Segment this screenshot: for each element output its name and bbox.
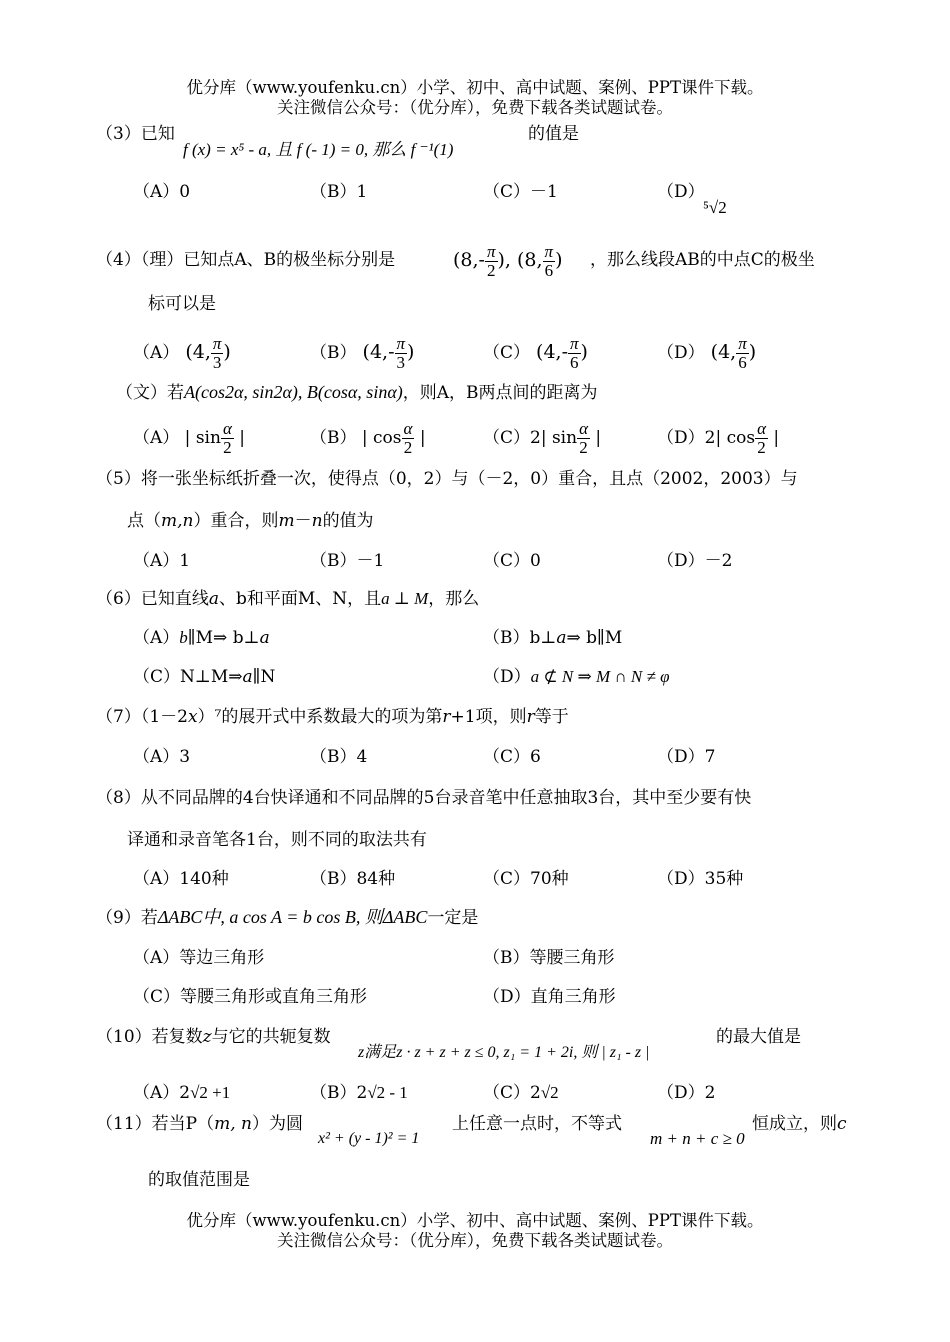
q9-option-b: （B）等腰三角形 <box>483 948 615 968</box>
q10-stem: （10）若复数z与它的共轭复数 <box>96 1027 331 1047</box>
q10-option-c: （C）2√2 <box>483 1083 559 1103</box>
header-line-1: 优分库（www.youfenku.cn）小学、初中、高中试题、案例、PPT课件下载。 <box>186 78 764 97</box>
q4-wen-option-c: （C）2| sin $\frac{\alpha}{2}$ | <box>483 419 602 457</box>
q4-option-a: （A） (4, $\frac{\pi}{3}$ ) <box>133 334 231 372</box>
q5-stem: （5）将一张坐标纸折叠一次，使得点（0，2）与（－2，0）重合，且点（2002，2003）与 <box>96 469 798 489</box>
q8-stem-line2: 译通和录音笔各1台，则不同的取法共有 <box>127 830 427 850</box>
footer-line-2: 关注微信公众号：（优分库），免费下载各类试题试卷。 <box>277 1231 673 1250</box>
q9-stem: （9）若ΔABC中, a cos A = b cos B, 则ΔABC一定是 <box>96 907 479 928</box>
q8-option-c: （C）70种 <box>483 869 569 889</box>
q6-option-b: （B）b⊥a⇒ b∥M <box>483 628 623 648</box>
q4-wen-option-b: （B） | cos $\frac{\alpha}{2}$ | <box>310 419 426 457</box>
q4-stem: （4）（理）已知点A、B的极坐标分别是 <box>96 250 396 270</box>
q11-circle: x² + (y - 1)² = 1 <box>318 1130 420 1147</box>
q9-option-a: （A）等边三角形 <box>133 948 265 968</box>
q4-suffix: ，那么线段AB的中点C的极坐 <box>590 250 815 270</box>
q10-option-a: （A）2√2 +1 <box>133 1083 231 1103</box>
q8-option-b: （B）84种 <box>310 869 396 889</box>
q6-stem: （6）已知直线a、b和平面M、N，且a ⊥ M，那么 <box>96 589 480 609</box>
q3-math: f (x) = x⁵ - a, 且 f (- 1) = 0, 那么 f ⁻¹(1) <box>183 140 454 159</box>
q4-option-c: （C） (4,- $\frac{\pi}{6}$ ) <box>483 334 588 372</box>
q6-option-d: （D）a ⊄ N ⇒ M ∩ N ≠ φ <box>483 667 670 687</box>
q4-wen-option-d: （D）2| cos $\frac{\alpha}{2}$ | <box>657 419 780 457</box>
q5-option-b: （B）－1 <box>310 551 385 571</box>
q3-option-c: （C）－1 <box>483 182 558 202</box>
footer-line-1: 优分库（www.youfenku.cn）小学、初中、高中试题、案例、PPT课件下载。 <box>186 1211 764 1230</box>
q3-option-d: （D） <box>657 182 705 202</box>
q4-wen-stem: （文）若A(cos2α, sin2α), B(cosα, sinα)，则A，B两点间的距离为 <box>116 382 598 403</box>
q5-stem-line2: 点（m,n）重合，则m－n的值为 <box>127 511 374 531</box>
q3-stem: （3）已知 <box>96 124 175 144</box>
q5-option-d: （D）－2 <box>657 551 733 571</box>
q7-stem: （7）（1－2x）⁷的展开式中系数最大的项为第r+1项，则r等于 <box>96 707 569 727</box>
q11-stem-line2: 的取值范围是 <box>148 1170 250 1190</box>
q11-mid: 上任意一点时，不等式 <box>452 1114 622 1134</box>
q5-option-c: （C）0 <box>483 551 541 571</box>
q5-option-a: （A）1 <box>133 551 191 571</box>
q7-option-d: （D）7 <box>657 747 716 767</box>
q4-stem-line2: 标可以是 <box>148 294 216 314</box>
q8-stem: （8）从不同品牌的4台快译通和不同品牌的5台录音笔中任意抽取3台，其中至少要有快 <box>96 788 752 808</box>
q10-option-b: （B）2√2 - 1 <box>310 1083 408 1103</box>
q8-option-d: （D）35种 <box>657 869 744 889</box>
q7-option-a: （A）3 <box>133 747 191 767</box>
q3-option-d-math: ⁵√2 <box>703 198 727 217</box>
q9-option-c: （C）等腰三角形或直角三角形 <box>133 987 368 1007</box>
q4-wen-option-a: （A） | sin $\frac{\alpha}{2}$ | <box>133 419 246 457</box>
q10-math: z满足z · z + z + z ≤ 0, z₁ = 1 + 2i, 则 | z₁ - z | <box>358 1044 650 1061</box>
q4-option-b: （B） (4,- $\frac{\pi}{3}$ ) <box>310 334 415 372</box>
q10-suffix: 的最大值是 <box>716 1027 801 1047</box>
q3-option-a: （A）0 <box>133 182 191 202</box>
q4-math: (8,- $\frac{\pi}{2}$ ), (8, $\frac{\pi}{6}$ ) <box>453 242 563 280</box>
q7-option-b: （B）4 <box>310 747 368 767</box>
q8-option-a: （A）140种 <box>133 869 229 889</box>
q10-option-d: （D）2 <box>657 1083 716 1103</box>
q6-option-c: （C）N⊥M⇒a∥N <box>133 667 276 687</box>
header-line-2: 关注微信公众号：（优分库），免费下载各类试题试卷。 <box>277 98 673 117</box>
q7-option-c: （C）6 <box>483 747 541 767</box>
q11-suffix: 恒成立，则c <box>752 1114 847 1134</box>
q3-suffix: 的值是 <box>528 124 579 144</box>
q11-stem: （11）若当P（m, n）为圆 <box>96 1114 303 1134</box>
q3-option-b: （B）1 <box>310 182 368 202</box>
q9-option-d: （D）直角三角形 <box>483 987 616 1007</box>
q4-option-d: （D） (4, $\frac{\pi}{6}$ ) <box>657 334 757 372</box>
q6-option-a: （A）b∥M⇒ b⊥a <box>133 628 270 648</box>
q11-ineq: m + n + c ≥ 0 <box>650 1129 745 1148</box>
